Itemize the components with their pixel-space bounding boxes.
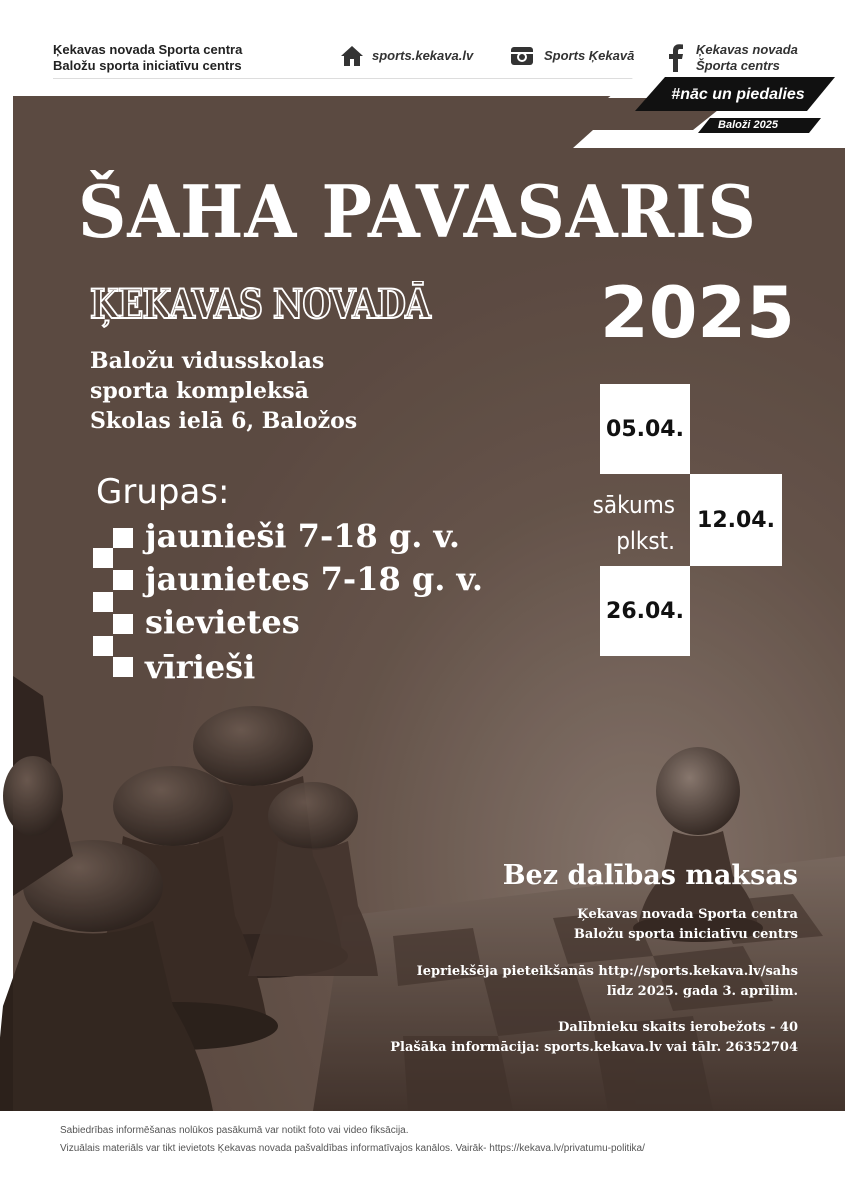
group-item: jaunietes 7-18 g. v.: [145, 560, 484, 598]
facebook-line-2: Športa centrs: [696, 58, 780, 73]
hashtag-year: Baloži 2025: [718, 119, 778, 131]
venue-address: [90, 346, 357, 436]
group-item: vīrieši: [145, 648, 256, 686]
registration-info: [417, 962, 798, 1002]
home-icon: [340, 44, 364, 68]
organizer-line-2: Baložu sporta iniciatīvu centrs: [53, 58, 242, 73]
instagram-icon: [510, 44, 534, 68]
checker-square: [113, 528, 133, 548]
instagram-link[interactable]: [510, 44, 634, 68]
event-year: 2025: [600, 272, 795, 354]
facebook-link[interactable]: [668, 42, 798, 74]
registration-line-1: Iepriekšēja pieteikšanās http://sports.kekava.lv/sahs: [416, 964, 798, 979]
registration-line-2: līdz 2025. gada 3. aprīlim.: [606, 984, 798, 999]
event-subtitle: ĶEKAVAS NOVADĀ: [90, 281, 431, 328]
checker-square: [113, 657, 133, 677]
facebook-line-1: Ķekavas novada: [696, 42, 798, 57]
details-org-line-1: Ķekavas novada Sporta centra: [577, 907, 798, 922]
more-info: Plašāka informācija: sports.kekava.lv vai tālr. 26352704: [390, 1040, 798, 1055]
checker-square: [113, 614, 133, 634]
details-org-line-2: Baložu sporta iniciatīvu centrs: [573, 927, 798, 942]
instagram-text: Sports Ķekavā: [544, 48, 635, 63]
footer-line-2: Vizuālais materiāls var tikt ievietots Ķekavas novada pašvaldības informatīvajos kanālos. Vairāk- https://kekava.lv/privatumu-politika/: [60, 1143, 645, 1154]
participant-limit: Dalībnieku skaits ierobežots - 40: [558, 1020, 798, 1035]
facebook-icon: [668, 44, 684, 72]
footer-line-1: Sabiedrības informēšanas nolūkos pasākumā var notikt foto vai video fiksācija.: [60, 1125, 409, 1136]
group-item: sievietes: [145, 603, 300, 641]
website-link[interactable]: [340, 44, 473, 68]
details-organizer: [574, 905, 798, 945]
checker-square: [93, 548, 113, 568]
checker-square: [93, 592, 113, 612]
start-time: [549, 487, 675, 595]
website-text: sports.kekava.lv: [372, 48, 474, 63]
groups-heading: Grupas:: [96, 472, 230, 512]
hashtag-text: #nāc un piedalies: [671, 86, 805, 103]
group-item: jaunieši 7-18 g. v.: [145, 517, 461, 555]
start-label: sākums: [592, 491, 675, 519]
venue-line-2: sporta kompleksā: [90, 378, 309, 404]
event-title: ŠAHA PAVASARIS: [78, 169, 757, 254]
organizer-line-1: Ķekavas novada Sporta centra: [53, 42, 243, 57]
free-entry: Bez dalības maksas: [502, 860, 798, 891]
organizer-header: [53, 42, 242, 74]
date-box: 05.04.: [600, 384, 690, 474]
contact-info: [390, 1018, 798, 1058]
checker-square: [113, 570, 133, 590]
date-box: 26.04.: [600, 566, 690, 656]
venue-line-1: Baložu vidusskolas: [90, 348, 325, 374]
start-time-value: plkst. 17.00: [613, 527, 675, 591]
venue-line-3: Skolas ielā 6, Baložos: [90, 408, 358, 434]
checker-square: [93, 636, 113, 656]
date-box: 12.04.: [690, 474, 782, 566]
